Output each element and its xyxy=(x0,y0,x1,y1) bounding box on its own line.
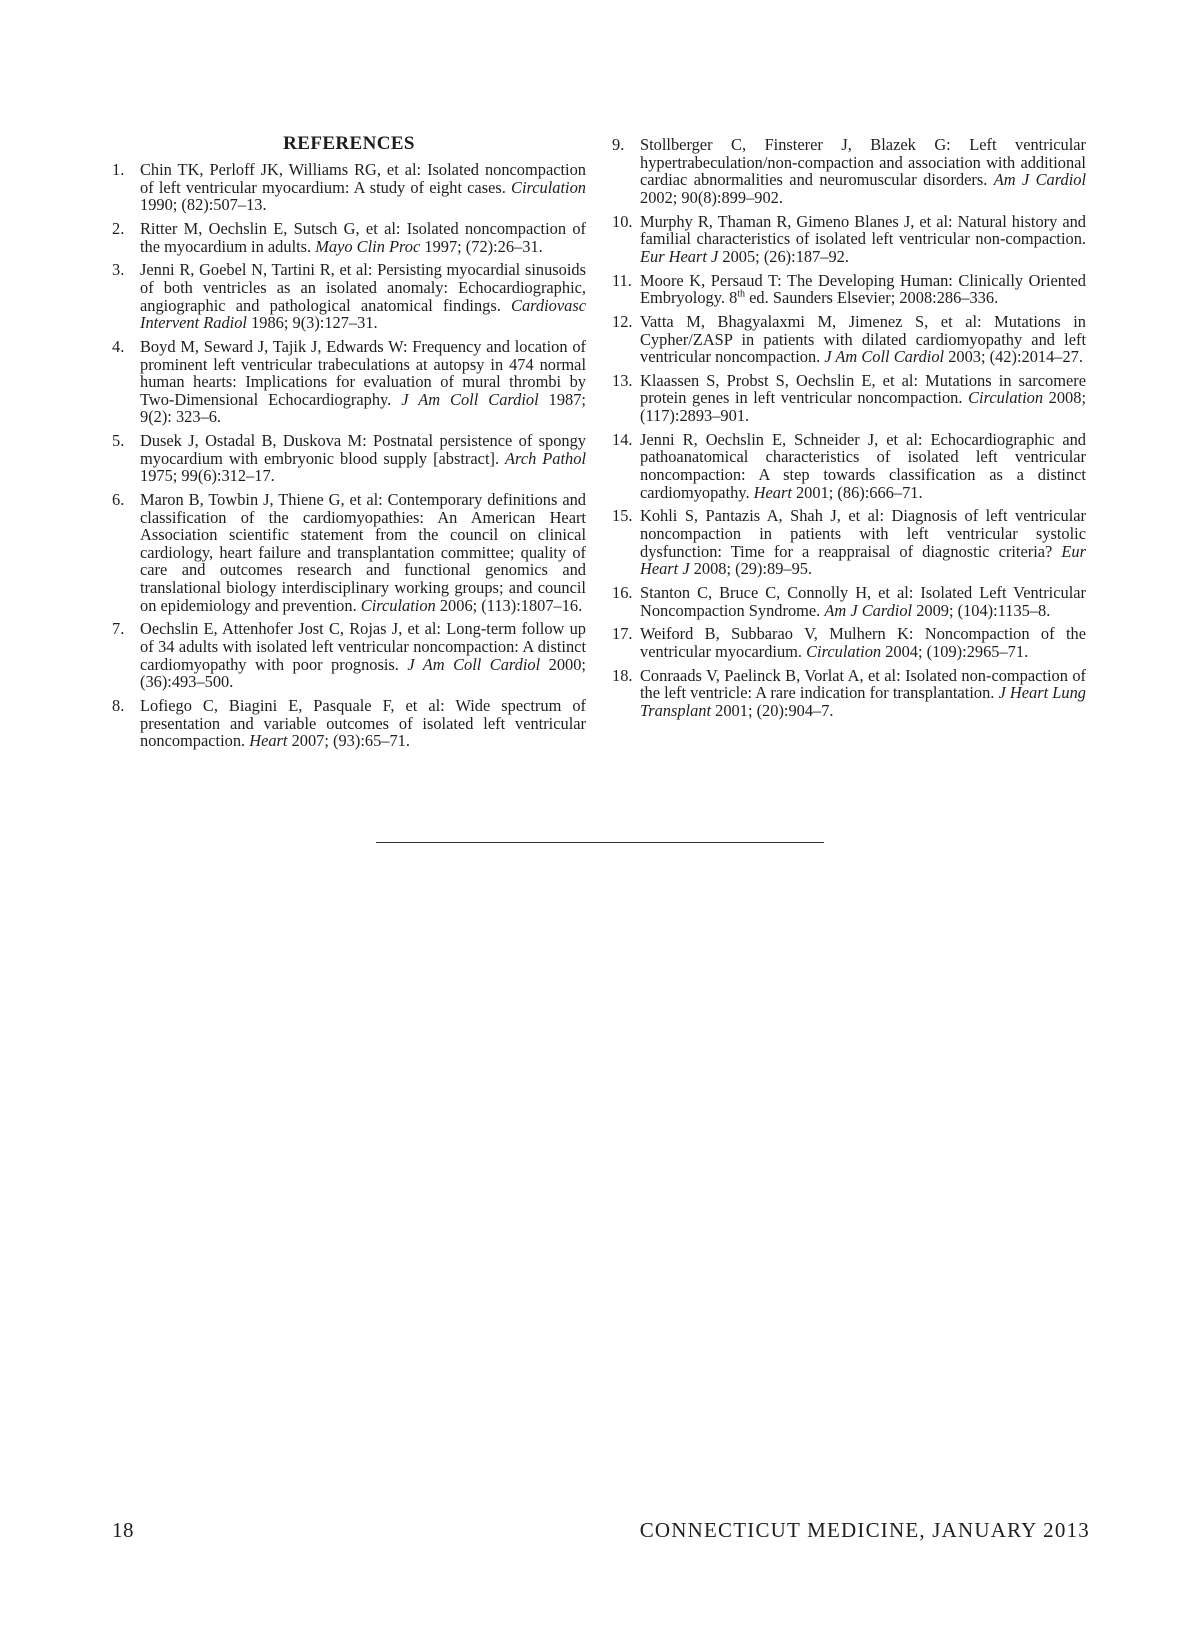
reference-item xyxy=(112,220,586,255)
section-divider xyxy=(376,842,824,843)
reference-text-part: Ritter M, Oechslin E, Sutsch G, et al: Isolated noncompaction of the myocardium in adults. xyxy=(140,218,586,256)
reference-text-part: Stollberger C, Finsterer J, Blazek G: Left ventricular hypertrabeculation/non-compaction and association with additional cardiac abnormalities and neuromuscular disorders. xyxy=(640,135,1086,190)
reference-text-part: Kohli S, Pantazis A, Shah J, et al: Diagnosis of left ventricular noncompaction in patients with left ventricular systolic dysfunction: Time for a reappraisal of diagnostic criteria? xyxy=(640,506,1086,561)
reference-text xyxy=(640,313,1086,366)
reference-number: 4. xyxy=(112,336,125,356)
reference-journal-title: Heart xyxy=(753,482,792,502)
reference-text-part: 2000; (36):493–500. xyxy=(140,654,586,692)
page-number: 18 xyxy=(112,1518,134,1542)
reference-text xyxy=(140,491,586,614)
reference-list-left xyxy=(112,161,586,750)
reference-text-part: 2008; (29):89–95. xyxy=(689,559,813,579)
reference-text-part: 1975; 99(6):312–17. xyxy=(140,466,275,486)
reference-text xyxy=(140,161,586,214)
reference-item xyxy=(612,372,1086,425)
reference-number: 13. xyxy=(612,370,633,390)
reference-text-part: 1990; (82):507–13. xyxy=(140,195,267,215)
reference-text xyxy=(640,584,1086,619)
reference-text xyxy=(640,136,1086,206)
reference-number: 2. xyxy=(112,218,125,238)
reference-item xyxy=(112,338,586,426)
reference-text-part: Klaassen S, Probst S, Oechslin E, et al: Mutations in sarcomere protein genes in left ventricular noncompaction. xyxy=(640,370,1086,408)
reference-text-part: 1997; (72):26–31. xyxy=(420,236,543,256)
reference-text xyxy=(640,372,1086,425)
reference-text-part: Conraads V, Paelinck B, Vorlat A, et al: Isolated non-compaction of the left ventricle: A rare indication for transplantation. xyxy=(640,665,1086,703)
reference-item xyxy=(112,432,586,485)
reference-text-part: Lofiego C, Biagini E, Pasquale F, et al: Wide spectrum of presentation and variable outcomes of isolated left ventricular noncompaction. xyxy=(140,695,586,751)
reference-number: 10. xyxy=(612,211,633,231)
reference-journal-title: Eur Heart J xyxy=(640,246,719,266)
reference-journal-title: Circulation xyxy=(511,177,586,197)
reference-text-part: Oechslin E, Attenhofer Jost C, Rojas J, et al: Long-term follow up of 34 adults with isolated left ventricular noncompaction: A distinct cardiomyopathy with poor prognosis. xyxy=(140,619,586,674)
reference-journal-title: Circulation xyxy=(968,388,1044,408)
reference-text xyxy=(140,697,586,750)
reference-text-part: 2001; (86):666–71. xyxy=(791,482,923,502)
reference-text xyxy=(640,667,1086,720)
reference-item xyxy=(612,584,1086,619)
reference-text-part: Vatta M, Bhagyalaxmi M, Jimenez S, et al: Mutations in Cypher/ZASP in patients with dilated cardiomyopathy and left ventricular noncompaction. xyxy=(640,311,1086,367)
reference-text xyxy=(640,431,1086,501)
reference-number: 11. xyxy=(612,270,632,290)
reference-text xyxy=(140,220,586,255)
reference-number: 18. xyxy=(612,665,633,685)
reference-journal-title: Arch Pathol xyxy=(505,448,586,468)
reference-number: 12. xyxy=(612,311,633,331)
reference-text xyxy=(140,338,586,426)
references-column-right xyxy=(612,136,1086,726)
reference-journal-title: J Heart Lung Transplant xyxy=(640,683,1086,720)
reference-number: 6. xyxy=(112,490,125,510)
reference-item xyxy=(112,697,586,750)
references-column-left xyxy=(112,133,586,756)
reference-text-part: Jenni R, Oechslin E, Schneider J, et al: Echocardiographic and pathoanatomical characteristics of isolated left ventricular noncompaction: A step towards classification as a distinct cardiomyopathy. xyxy=(640,429,1086,502)
reference-item xyxy=(612,136,1086,206)
reference-text xyxy=(140,432,586,485)
reference-number: 15. xyxy=(612,506,633,526)
reference-text-part: Stanton C, Bruce C, Connolly H, et al: Isolated Left Ventricular Noncompaction Syndrome. xyxy=(640,582,1086,620)
reference-item xyxy=(112,620,586,690)
reference-item xyxy=(612,313,1086,366)
reference-text-part: 2003; (42):2014–27. xyxy=(944,347,1083,367)
reference-text xyxy=(640,507,1086,577)
reference-text-part: Jenni R, Goebel N, Tartini R, et al: Persisting myocardial sinusoids of both ventricles as an isolated anomaly: Echocardiographic, angiographic and pathological anatomical findings. xyxy=(140,260,586,315)
reference-item xyxy=(612,431,1086,501)
reference-text-part: 1986; 9(3):127–31. xyxy=(246,313,378,333)
reference-text-part: Chin TK, Perloff JK, Williams RG, et al: Isolated noncompaction of left ventricular myocardium: A study of eight cases. xyxy=(140,160,586,197)
reference-text xyxy=(640,272,1086,307)
reference-text-part: 2001; (20):904–7. xyxy=(711,700,834,720)
reference-journal-title: Am J Cardiol xyxy=(824,600,913,620)
reference-journal-title: J Am Coll Cardiol xyxy=(824,347,945,367)
reference-text-part: 2005; (26):187–92. xyxy=(718,246,849,266)
reference-text xyxy=(140,620,586,690)
reference-journal-title: J Am Coll Cardiol xyxy=(407,654,541,674)
reference-text xyxy=(140,261,586,331)
reference-text xyxy=(640,625,1086,660)
reference-text-part: ed. Saunders Elsevier; 2008:286–336. xyxy=(745,288,999,308)
reference-item xyxy=(612,667,1086,720)
reference-item xyxy=(612,507,1086,577)
reference-item xyxy=(612,213,1086,266)
reference-journal-title: Circulation xyxy=(806,641,882,661)
reference-number: 14. xyxy=(612,429,633,449)
reference-journal-title: Cardiovasc Intervent Radiol xyxy=(140,295,586,333)
reference-journal-title: Am J Cardiol xyxy=(993,170,1086,190)
reference-number: 1. xyxy=(112,160,125,179)
reference-text-part: Weiford B, Subbarao V, Mulhern K: Noncompaction of the ventricular myocardium. xyxy=(640,624,1086,661)
reference-text-part: 2002; 90(8):899–902. xyxy=(640,187,783,207)
reference-text-part: 2006; (113):1807–16. xyxy=(435,595,583,615)
reference-journal-title: Heart xyxy=(249,731,288,751)
reference-text-part: 2007; (93):65–71. xyxy=(287,731,410,751)
reference-text-part: 1987; 9(2): 323–6. xyxy=(140,389,586,427)
reference-text-part: Murphy R, Thaman R, Gimeno Blanes J, et al: Natural history and familial characteristics of isolated left ventricular non-compaction. xyxy=(640,211,1086,249)
reference-journal-title: Circulation xyxy=(360,595,436,615)
reference-item xyxy=(112,491,586,614)
reference-text-part: th xyxy=(737,288,746,300)
reference-text-part: Maron B, Towbin J, Thiene G, et al: Contemporary definitions and classification of the cardiomyopathies: An American Heart Association scientific statement from the council on clinical cardiology, heart failure and transplantation committee; quality of care and outcomes research and functional genomics and translational biology interdisciplinary working groups; and council on epidemiology and prevention. xyxy=(140,490,586,615)
reference-text-part: 2004; (109):2965–71. xyxy=(881,641,1029,661)
reference-item xyxy=(612,272,1086,307)
reference-journal-title: Mayo Clin Proc xyxy=(315,236,421,256)
reference-number: 5. xyxy=(112,431,125,451)
reference-text-part: Moore K, Persaud T: The Developing Human: Clinically Oriented Embryology. 8 xyxy=(640,270,1086,308)
reference-journal-title: Eur Heart J xyxy=(640,541,1086,579)
reference-text-part: Dusek J, Ostadal B, Duskova M: Postnatal persistence of spongy myocardium with embryonic blood supply [abstract]. xyxy=(140,431,586,468)
reference-journal-title: J Am Coll Cardiol xyxy=(401,389,539,409)
reference-number: 8. xyxy=(112,695,125,715)
reference-text-part: Boyd M, Seward J, Tajik J, Edwards W: Frequency and location of prominent left ventricular trabeculations at autopsy in 474 normal human hearts: Implications for evaluation of mural thrombi by Two-Dimensional Echocardiography. xyxy=(140,336,586,409)
reference-number: 7. xyxy=(112,619,125,639)
reference-number: 17. xyxy=(612,624,633,644)
reference-item xyxy=(112,261,586,331)
reference-number: 16. xyxy=(612,582,633,602)
reference-number: 3. xyxy=(112,260,125,280)
reference-list-right xyxy=(612,136,1086,720)
reference-text-part: 2008; (117):2893–901. xyxy=(640,388,1086,426)
journal-footer: CONNECTICUT MEDICINE, JANUARY 2013 xyxy=(639,1518,1090,1542)
references-heading: REFERENCES xyxy=(283,133,415,154)
reference-item xyxy=(112,161,586,214)
reference-text-part: 2009; (104):1135–8. xyxy=(912,600,1051,620)
reference-text xyxy=(640,213,1086,266)
reference-number: 9. xyxy=(612,135,625,154)
reference-item xyxy=(612,625,1086,660)
